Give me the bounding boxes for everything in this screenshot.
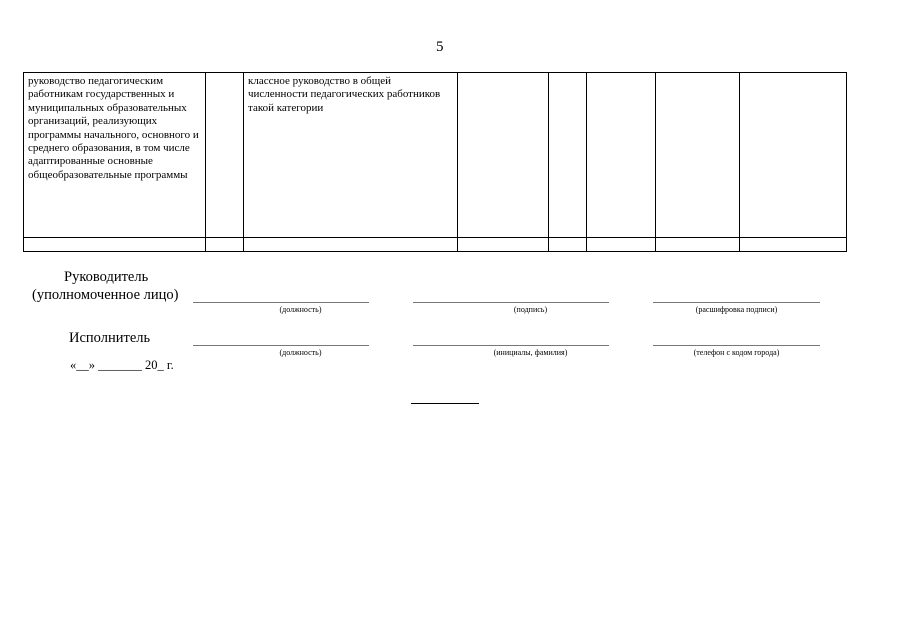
cell-value-5: [740, 73, 847, 238]
empty-cell: [587, 238, 656, 252]
head-label: Руководитель: [64, 269, 149, 285]
cell-value-2: [549, 73, 587, 238]
empty-cell: [206, 238, 244, 252]
table-row: [24, 73, 847, 238]
executor-phone-caption: (телефон с кодом города): [693, 348, 780, 357]
empty-cell: [244, 238, 458, 252]
head-decoding-line: [653, 302, 820, 303]
head-signature-caption: (подпись): [513, 305, 548, 314]
cell-value-3: [587, 73, 656, 238]
executor-position-caption: (должность): [279, 348, 322, 357]
head-position-caption: (должность): [279, 305, 322, 314]
cell-value-1: [458, 73, 549, 238]
empty-cell: [656, 238, 740, 252]
executor-name-line: [413, 345, 609, 346]
empty-cell: [549, 238, 587, 252]
table-row: [24, 238, 847, 252]
page-number: 5: [436, 39, 444, 55]
cell-code: [206, 73, 244, 238]
date-line: «__» _______ 20_ г.: [70, 358, 174, 372]
head-position-line: [193, 302, 369, 303]
head-signature-line: [413, 302, 609, 303]
cell-indicator: классное руководство в общей численности педагогических работников такой категории: [244, 73, 458, 238]
cell-value-4: [656, 73, 740, 238]
empty-cell: [24, 238, 206, 252]
head-decoding-caption: (расшифровка подписи): [695, 305, 778, 314]
executor-position-line: [193, 345, 369, 346]
executor-phone-line: [653, 345, 820, 346]
authorized-person-label: (уполномоченное лицо): [32, 287, 179, 303]
end-divider: [411, 403, 479, 404]
empty-cell: [740, 238, 847, 252]
executor-label: Исполнитель: [69, 330, 151, 346]
executor-name-caption: (инициалы, фамилия): [493, 348, 568, 357]
report-table: [23, 72, 847, 252]
empty-cell: [458, 238, 549, 252]
cell-category: руководство педагогическим работникам государственных и муниципальных образовательных организаций, реализующих программы начального, основного и среднего образования, в том числе адаптированные основные общеобразовательные программы: [24, 73, 206, 238]
